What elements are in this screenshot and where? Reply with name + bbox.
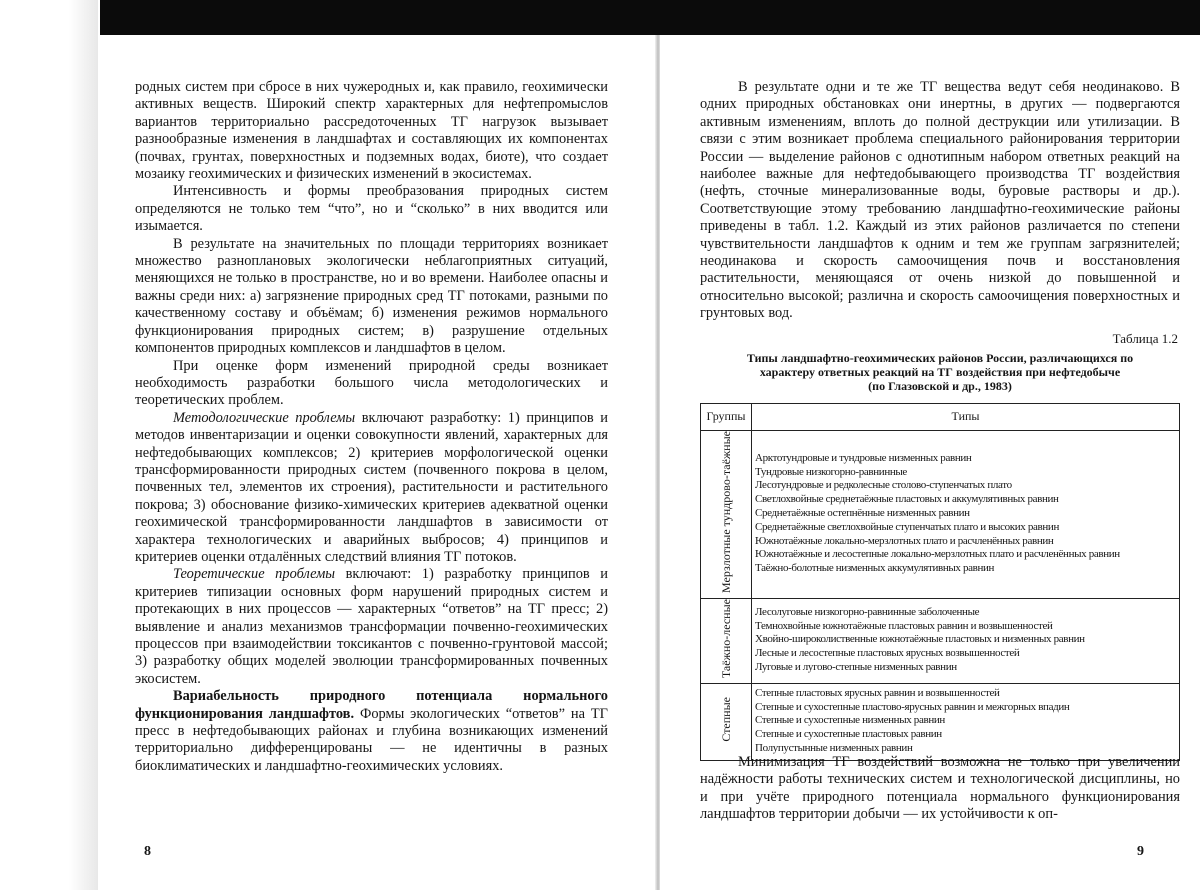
paragraph-text: включают разработку: 1) принципов и методов инвентаризации и оценки совокупности явлений, характерных для нефтедобывающих комплексов; 2) критериев морфологической оценки трансформированности природных систем (почвенного покрова в целом, почвенных тел, элементов их строения), растительности и растительного покрова; 3) обоснование физико-химических критериев адекватной оценки геохимической трансформированности ландшафтов в зависимости от характера технологических и аварийных выбросов; 4) принципов и критериев оценки отдалённых следствий влияния ТГ потоков. xyxy=(135,409,608,565)
group-name: Степные xyxy=(718,696,733,742)
type-item: Лесолуговые низкогорно-равнинные заболоченные xyxy=(755,605,980,618)
paragraph-theoretical xyxy=(135,566,608,688)
landscape-types-table xyxy=(700,403,1180,761)
types-cell xyxy=(752,683,1180,760)
types-cell xyxy=(752,598,1180,683)
page-number: 9 xyxy=(1137,844,1144,859)
type-item: Светлохвойные среднетаёжные пластовых и аккумулятивных равнин xyxy=(755,493,1059,506)
paragraph: родных систем при сбросе в них чужеродных и, как правило, геохимически активных веществ. Широкий спектр характерных для нефтепромыслов вариантов территориально рассредоточенных ТГ нагрузок вызывает разнообразные изменения в ландшафтах и составляющих их компонентах (почвах, грунтах, поверхностных и подземных водах, биоте), что создает мозаику геохимических и физических изменений в экосистемах. xyxy=(135,79,608,183)
table-group-row xyxy=(701,598,1180,683)
column-header-groups: Группы xyxy=(701,404,752,431)
paragraph-variability xyxy=(135,688,608,775)
table-title-line: (по Глазовской и др., 1983) xyxy=(868,379,1012,393)
scan-left-margin xyxy=(0,0,98,890)
type-item: Степные и сухостепные низменных равнин xyxy=(755,714,945,727)
paragraph: Интенсивность и формы преобразования природных систем определяются не только тем “что”, но и “сколько” в них вводится или изымается. xyxy=(135,183,608,235)
methodological-problems-term: Методологические проблемы xyxy=(173,409,356,426)
right-page-text-top xyxy=(700,79,1180,323)
paragraph: В результате на значительных по площади территориях возникает множество разноплановых экологически неблагоприятных ситуаций, меняющихся не только в пространстве, но и во времени. Наиболее опасны и важны среди них: а) загрязнение природных сред ТГ потоками, разными по качественному составу и объёмам; б) изменения режимов нормального функционирования природных систем; в) разрушение отдельных компонентов природных комплексов и ландшафтов в целом. xyxy=(135,235,608,357)
types-cell xyxy=(752,431,1180,599)
type-item: Лесотундровые и редколесные столово-ступенчатых плато xyxy=(755,479,1012,492)
type-item: Степные и сухостепные пластово-ярусных равнин и межгорных впадин xyxy=(755,700,1070,713)
type-item: Южнотаёжные и лесостепные локально-мерзлотных плато и расчленённых равнин xyxy=(755,548,1120,561)
right-page xyxy=(660,35,1200,890)
paragraph: В результате одни и те же ТГ вещества ведут себя неодинаково. В одних природных обстановках они инертны, в других — подвергаются активным изменениям, вплоть до полной деструкции или утилизации. В связи с этим возникает проблема специального районирования территории России — выделение районов с однотипным набором ответных реакций на наиболее важные для нефтедобывающего производства ТГ воздействия (нефть, сточные минерализованные воды, буровые растворы и др.). Соответствующие этому требованию ландшафтно-геохимические районы приведены в табл. 1.2. Каждый из этих районов различается по степени чувствительности ландшафтов к одним и тем же группам загрязнителей; неодинакова и скорость самоочищения почв и восстановления растительности, меняющаяся от очень низкой до повышенной и относительно высокой; различна и скорость самоочищения поверхностных и грунтовых вод. xyxy=(700,79,1180,322)
table-group-row xyxy=(701,683,1180,760)
table-header-row xyxy=(701,404,1180,431)
group-cell xyxy=(701,683,752,760)
paragraph-text: включают: 1) разработку принципов и критериев типизации основных форм нарушений природных систем и протекающих в них процессов — характерных “ответов” на ТГ пресс; 2) выявление и анализ механизмов трансформации почвенно-геохимических процессов при взаимодействии токсикантов с почвенно-грунтовой массой; 3) разработку общих моделей эволюции трансформированных почвенных экосистем. xyxy=(135,566,608,687)
type-item: Тундровые низкогорно-равнинные xyxy=(755,465,907,478)
group-cell xyxy=(701,431,752,599)
type-item: Арктотундровые и тундровые низменных равнин xyxy=(755,451,972,464)
group-name: Таёжно-лесные xyxy=(718,598,733,678)
page-number: 8 xyxy=(144,844,151,859)
left-page-text xyxy=(135,79,608,775)
type-item: Хвойно-широколиственные южнотаёжные пластовых и низменных равнин xyxy=(755,633,1085,646)
paragraph-methodological xyxy=(135,410,608,567)
group-cell xyxy=(701,598,752,683)
type-item: Полупустынные низменных равнин xyxy=(755,741,913,754)
type-item: Лесные и лесостепные пластовых ярусных возвышенностей xyxy=(755,647,1020,660)
paragraph: При оценке форм изменений природной среды возникает необходимость разработки большого числа методологических и теоретических проблем. xyxy=(135,357,608,409)
type-item: Луговые и лугово-степные низменных равнин xyxy=(755,660,957,673)
type-item: Среднетаёжные светлохвойные ступенчатых плато и высоких равнин xyxy=(755,520,1059,533)
section-heading: Вариабельность природного потенциала нормального функционирования ландшафтов. xyxy=(135,688,608,722)
theoretical-problems-term: Теоретические проблемы xyxy=(173,566,336,583)
table-group-row xyxy=(701,431,1180,599)
table-label: Таблица 1.2 xyxy=(1112,331,1178,346)
paragraph: Минимизация ТГ воздействий возможна не только при увеличении надёжности работы технических систем и технологической дисциплины, но и при учёте природного потенциала нормального функционирования ландшафтов территории добычи — их устойчивости к оп- xyxy=(700,754,1180,823)
type-item: Степные и сухостепные пластовых равнин xyxy=(755,728,942,741)
type-item: Южнотаёжные локально-мерзлотных плато и расчленённых равнин xyxy=(755,534,1054,547)
right-page-text-bottom xyxy=(700,754,1180,824)
type-item: Темнохвойные южнотаёжные пластовых равнин и возвышенностей xyxy=(755,619,1053,632)
paragraph-text: Формы экологических “ответов” на ТГ пресс в нефтедобывающих районах и глубина возникающих изменений территориально дифференцированы — не идентичны в разных биоклиматических и ландшафтно-геохимических условиях. xyxy=(135,705,608,774)
left-page xyxy=(98,35,658,890)
type-item: Среднетаёжные остепнённые низменных равнин xyxy=(755,506,970,519)
table-title xyxy=(700,351,1180,393)
table-title-line: Типы ландшафтно-геохимических районов России, различающихся по xyxy=(746,351,1134,365)
table-title-line: характеру ответных реакций на ТГ воздействия при нефтедобыче xyxy=(759,365,1121,379)
scan-top-border xyxy=(0,0,1200,35)
column-header-types: Типы xyxy=(752,404,1180,431)
scan-dark-band xyxy=(100,0,1200,35)
type-item: Степные пластовых ярусных равнин и возвышенностей xyxy=(755,686,1000,699)
group-name: Мерзлотные тундрово-таёжные xyxy=(718,431,733,593)
type-item: Таёжно-болотные низменных аккумулятивных равнин xyxy=(755,562,995,575)
